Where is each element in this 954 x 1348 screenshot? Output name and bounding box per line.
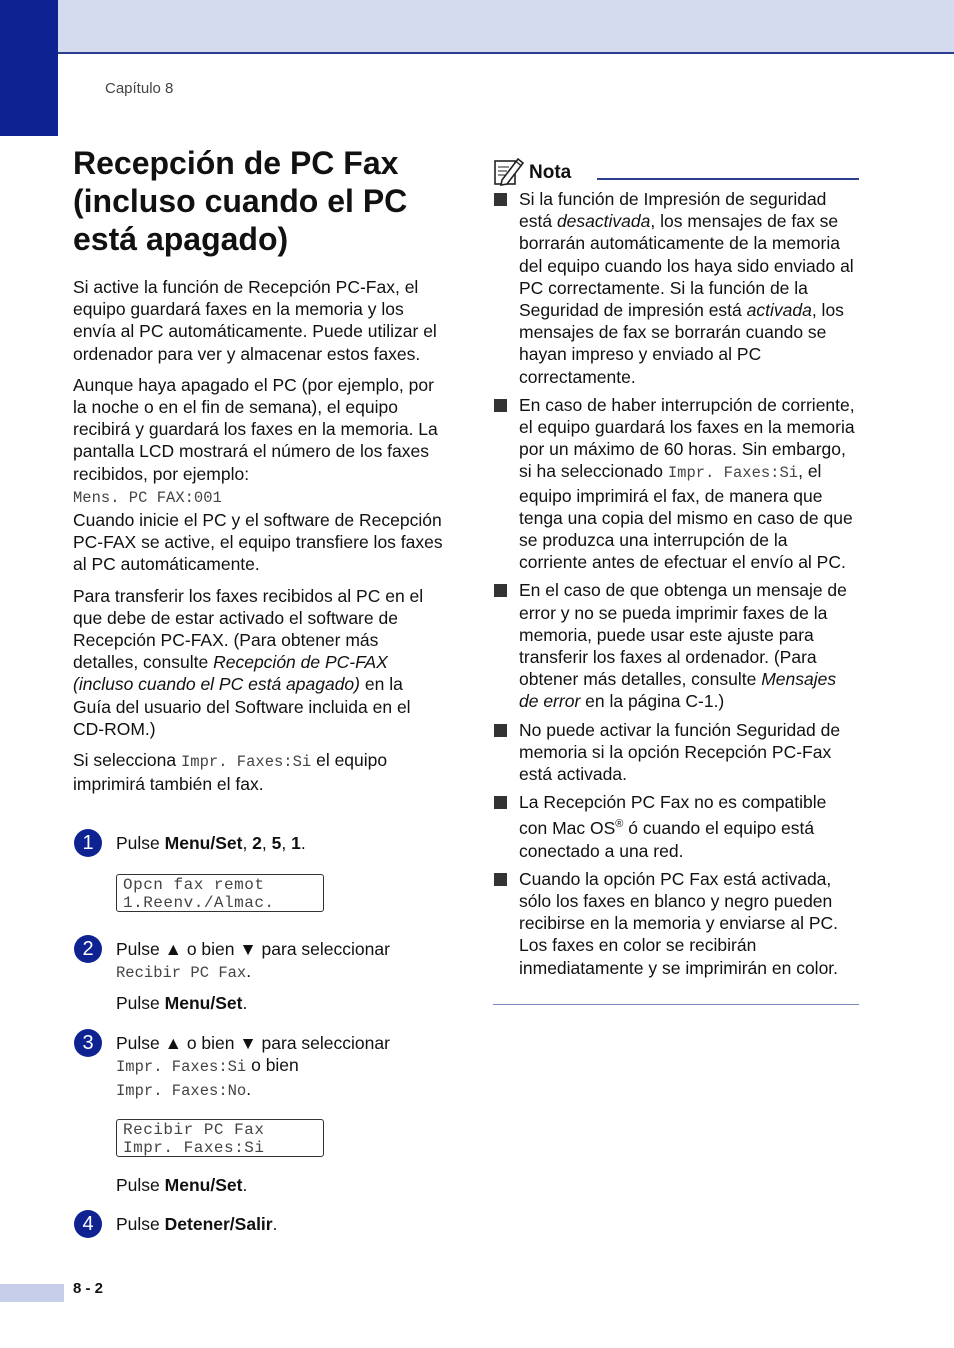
- note-1-italic-2: activada: [746, 300, 812, 321]
- note-1-text-a: Si la función de Impresión de seguridad está: [519, 189, 827, 232]
- note-1-text-c: , los mensajes de fax se borrarán cuando se hayan impreso y enviado al PC correctamente.: [519, 300, 844, 387]
- note-5-text-a: La Recepción PC Fax no es compatible con Mac OS: [519, 792, 827, 839]
- step-3-confirm: [116, 1174, 247, 1196]
- transfer-paragraph: [73, 585, 443, 740]
- select-paragraph: [73, 749, 443, 795]
- step-2-instruction: Pulse ▲ o bien ▼ para seleccionar: [116, 939, 390, 959]
- note-3-italic: Mensajes de error: [519, 669, 837, 712]
- step-1-end: .: [300, 833, 306, 853]
- title-line-2: (incluso cuando el PC: [73, 183, 408, 219]
- step-3-confirm-pre: Pulse: [116, 1175, 165, 1195]
- title-line-3: está apagado): [73, 221, 289, 257]
- step-4-end: .: [272, 1214, 278, 1234]
- step-1-key-5: 5: [271, 833, 282, 853]
- lcd-2-line-1: Recibir PC Fax: [123, 1121, 265, 1139]
- step-4-pre: Pulse: [116, 1214, 165, 1234]
- step-3-option-2-end: .: [246, 1079, 252, 1100]
- note-item: [493, 719, 859, 786]
- title-line-1: Recepción de PC Fax: [73, 145, 399, 181]
- note-end-rule: [493, 1004, 859, 1005]
- note-pencil-icon: [493, 156, 525, 186]
- square-bullet-icon: [494, 584, 507, 597]
- lcd-example-text: Mens. PC FAX:001: [73, 488, 222, 507]
- lcd-1-line-2: 1.Reenv./Almac.: [123, 894, 275, 912]
- step-3-instruction: Pulse ▲ o bien ▼ para seleccionar: [116, 1033, 390, 1053]
- step-4-key: Detener/Salir: [164, 1214, 273, 1234]
- step-3-option-or: o bien: [246, 1055, 299, 1076]
- step-2-text: [116, 938, 446, 984]
- power-off-tail: Cuando inicie el PC y el software de Recepción PC-FAX se active, el equipo transfiere los faxes al PC automáticamente.: [73, 510, 443, 575]
- lcd-display-1: [116, 874, 324, 912]
- transfer-text-b: en la Guía del usuario del Software incluida en el CD-ROM.): [73, 674, 411, 739]
- note-1-italic-1: desactivada: [556, 211, 651, 232]
- step-number-2: 2: [74, 935, 102, 963]
- note-2-text-b: , el equipo imprimirá el fax, de manera que tenga una copia del mismo en caso de que se produzca una interrupción de la corriente antes de efectuar el envío al PC.: [519, 461, 853, 573]
- note-label: Nota: [529, 162, 572, 183]
- page-title: [73, 144, 473, 258]
- step-1-sep-3: ,: [281, 833, 292, 853]
- step-3-option-2-mono: Impr. Faxes:No: [116, 1082, 247, 1101]
- step-2-confirm-end: .: [242, 993, 248, 1013]
- note-item: [493, 394, 859, 574]
- select-mono: Impr. Faxes:Si: [180, 753, 312, 772]
- step-1-text: [116, 832, 446, 854]
- note-1-text-b: , los mensajes de fax se borrarán automáticamente de la memoria del equipo cuando los haya sido enviado al PC correctamente. Si la función de la Seguridad de impresión está: [519, 211, 854, 321]
- step-4-text: [116, 1213, 446, 1235]
- note-3-text-b: en la página C-1.): [580, 691, 725, 712]
- note-rule: [597, 178, 859, 180]
- step-1-pre: Pulse: [116, 833, 165, 853]
- step-number-4: 4: [74, 1210, 102, 1238]
- transfer-reference: Recepción de PC-FAX (incluso cuando el PC está apagado): [73, 652, 388, 695]
- registered-mark: ®: [615, 818, 624, 831]
- square-bullet-icon: [494, 796, 507, 809]
- transfer-text-a: Para transferir los faxes recibidos al PC en el que debe de estar activado el software de Recepción PC-FAX. (Para obtener más detalles, consulte: [73, 585, 424, 673]
- note-2-mono: Impr. Faxes:Si: [667, 464, 799, 483]
- note-list: [493, 188, 859, 985]
- lcd-2-line-2: Impr. Faxes:Si: [123, 1139, 265, 1157]
- step-1-key-2: 2: [252, 833, 262, 853]
- step-3-confirm-end: .: [242, 1175, 248, 1195]
- intro-paragraph: Si active la función de Recepción PC-Fax, el equipo guardará faxes en la memoria y los envía al PC automáticamente. Puede utilizar el ordenador para ver y almacenar estos faxes.: [73, 277, 437, 364]
- note-6-text: Cuando la opción PC Fax está activada, sólo los faxes en blanco y negro pueden recibirse en la memoria y enviarse al PC. Los faxes en color se recibirán inmediatamente y se imprimirán en color.: [519, 868, 839, 978]
- note-3-text-a: En el caso de que obtenga un mensaje de error y no se pueda imprimir faxes de la memoria, puede usar este ajuste para transferir los faxes al ordenador. (Para obtener más detalles, consulte: [519, 580, 847, 690]
- note-item: [493, 188, 859, 388]
- step-1-sep-1: ,: [242, 833, 253, 853]
- note-item: [493, 579, 859, 712]
- step-2-option-mono: Recibir PC Fax: [116, 964, 247, 983]
- square-bullet-icon: [494, 399, 507, 412]
- step-number-3: 3: [74, 1029, 102, 1057]
- note-item: [493, 791, 859, 861]
- step-3-option-1-mono: Impr. Faxes:Si: [116, 1058, 247, 1077]
- footer-band: [0, 1284, 64, 1302]
- note-item: [493, 868, 859, 979]
- step-2-option-end: .: [246, 961, 252, 982]
- power-off-text: Aunque haya apagado el PC (por ejemplo, por la noche o en el fin de semana), el equipo recibirá y guardará los faxes en la memoria. La pantalla LCD mostrará el número de los faxes recibidos, por ejemplo:: [73, 374, 438, 484]
- square-bullet-icon: [494, 724, 507, 737]
- step-2-confirm: [116, 992, 247, 1014]
- select-text-a: Si selecciona: [73, 750, 181, 771]
- square-bullet-icon: [494, 873, 507, 886]
- lcd-display-2: [116, 1119, 324, 1157]
- step-3-option-2: [116, 1078, 446, 1102]
- chapter-label: Capítulo 8: [105, 80, 174, 97]
- power-off-paragraph: [73, 374, 443, 576]
- step-1-sep-2: ,: [261, 833, 272, 853]
- page-number: 8 - 2: [73, 1280, 104, 1297]
- note-2-text-a: En caso de haber interrupción de corriente, el equipo guardará los faxes en la memoria por un máximo de 60 horas. Sin embargo, si ha seleccionado: [519, 394, 855, 482]
- lcd-1-line-1: Opcn fax remot: [123, 876, 265, 894]
- note-header: [493, 156, 859, 186]
- left-column: [73, 276, 443, 804]
- step-3-confirm-key: Menu/Set: [164, 1175, 243, 1195]
- step-2-confirm-pre: Pulse: [116, 993, 165, 1013]
- select-text-b: el equipo imprimirá también el fax.: [73, 750, 388, 795]
- step-1-key-1: 1: [291, 833, 301, 853]
- step-3-option-1: [116, 1054, 446, 1078]
- step-number-1: 1: [74, 829, 102, 857]
- step-2-option: [116, 960, 446, 984]
- header-band: [0, 0, 954, 54]
- note-4-text: No puede activar la función Seguridad de memoria si la opción Recepción PC-Fax está activada.: [519, 719, 841, 785]
- step-2-confirm-key: Menu/Set: [164, 993, 243, 1013]
- step-3-text: [116, 1032, 446, 1103]
- square-bullet-icon: [494, 193, 507, 206]
- note-5-text-b: ó cuando el equipo está conectado a una red.: [519, 818, 815, 861]
- step-1-key-menuset: Menu/Set: [164, 833, 243, 853]
- chapter-tab: [0, 0, 58, 136]
